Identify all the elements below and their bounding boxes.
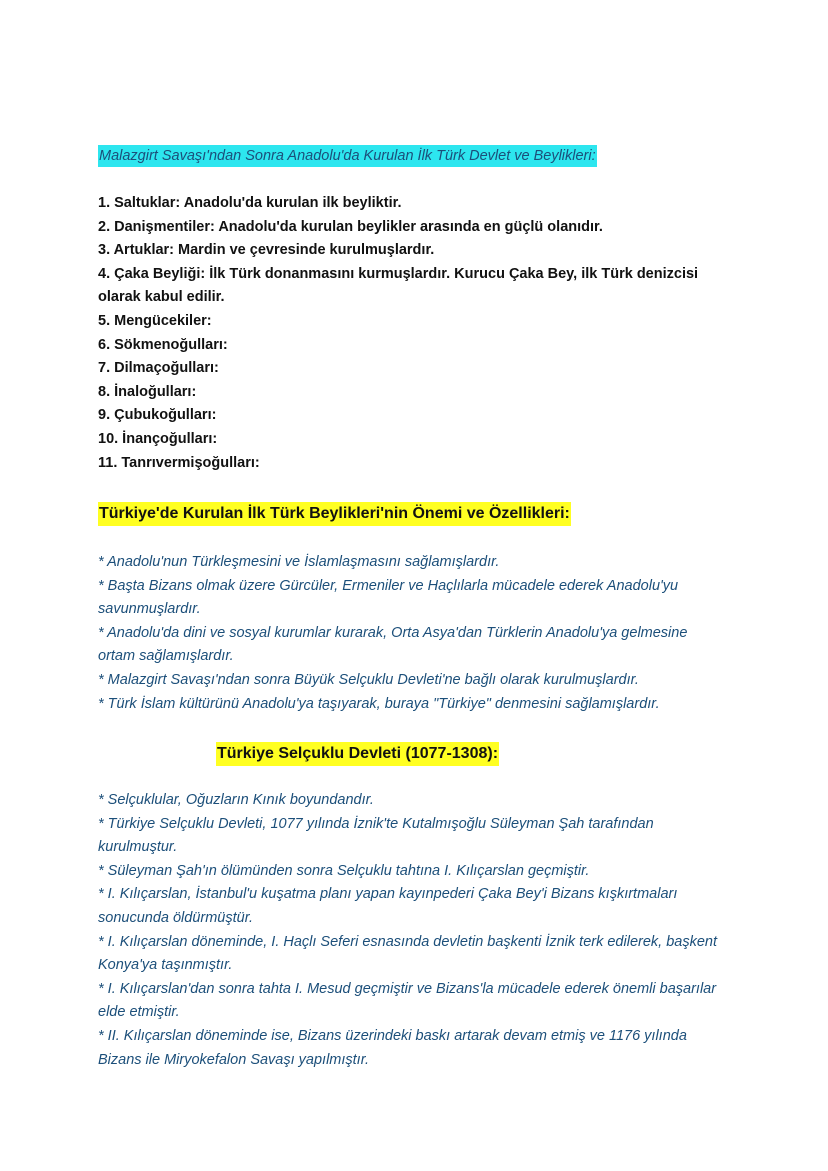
list-item: * Süleyman Şah'ın ölümünden sonra Selçuklu tahtına I. Kılıçarslan geçmiştir. [98,862,590,879]
list-item: * Anadolu'da dini ve sosyal kurumlar kurarak, Orta Asya'dan Türklerin Anadolu'ya gelmesine ortam sağlamışlardır. [98,624,688,665]
list-item: * Selçuklular, Oğuzların Kınık boyundandır. [98,792,374,808]
list-item: 11. Tanrıvermişoğulları: [98,454,260,471]
list-item: 7. Dilmaçoğulları: [98,360,219,377]
importance-list [98,551,728,716]
list-item: * I. Kılıçarslan'dan sonra tahta I. Mesud geçmiştir ve Bizans'la mücadele ederek önemli başarılar elde etmiştir. [98,980,717,1021]
list-item: 4. Çaka Beyliği: İlk Türk donanmasını kurmuşlardır. Kurucu Çaka Bey, ilk Türk denizcisi olarak kabul edilir. [98,265,699,306]
list-item: 9. Çubukoğulları: [98,407,217,424]
section3-title: Türkiye Selçuklu Devleti (1077-1308): [216,742,499,766]
list-item: 5. Mengücekiler: [98,312,212,329]
beylik-list [98,192,738,475]
list-item: * Malazgirt Savaşı'ndan sonra Büyük Selçuklu Devleti'ne bağlı olarak kurulmuşlardır. [98,671,639,688]
list-item: * Türkiye Selçuklu Devleti, 1077 yılında İznik'te Kutalmışoğlu Süleyman Şah tarafından kurulmuştur. [98,815,654,856]
list-item: 6. Sökmenoğulları: [98,336,228,353]
list-item: * Anadolu'nun Türkleşmesini ve İslamlaşmasını sağlamışlardır. [98,554,500,570]
list-item: 8. İnaloğulları: [98,383,197,400]
section1-title: Malazgirt Savaşı'ndan Sonra Anadolu'da Kurulan İlk Türk Devlet ve Beylikleri: [98,145,597,167]
list-item: * II. Kılıçarslan döneminde ise, Bizans üzerindeki baskı artarak devam etmiş ve 1176 yılında Bizans ile Miryokefalon Savaşı yapılmıştır. [98,1027,687,1068]
selcuklu-list [98,789,728,1072]
list-item: * Başta Bizans olmak üzere Gürcüler, Ermeniler ve Haçlılarla mücadele ederek Anadolu'yu savunmuşlardır. [98,577,679,618]
list-item: * Türk İslam kültürünü Anadolu'ya taşıyarak, buraya "Türkiye" denmesini sağlamışlardır. [98,695,660,712]
list-item: 10. İnançoğulları: [98,430,218,447]
list-item: 1. Saltuklar: Anadolu'da kurulan ilk beyliktir. [98,195,402,211]
list-item: 2. Danişmentiler: Anadolu'da kurulan beylikler arasında en güçlü olanıdır. [98,218,603,235]
list-item: * I. Kılıçarslan döneminde, I. Haçlı Seferi esnasında devletin başkenti İznik terk edilerek, başkent Konya'ya taşınmıştır. [98,933,717,974]
section2-title: Türkiye'de Kurulan İlk Türk Beylikleri'nin Önemi ve Özellikleri: [98,502,571,526]
list-item: * I. Kılıçarslan, İstanbul'u kuşatma planı yapan kayınpederi Çaka Bey'i Bizans kışkırtmaları sonucunda öldürmüştür. [98,886,678,926]
list-item: 3. Artuklar: Mardin ve çevresinde kurulmuşlardır. [98,242,435,259]
